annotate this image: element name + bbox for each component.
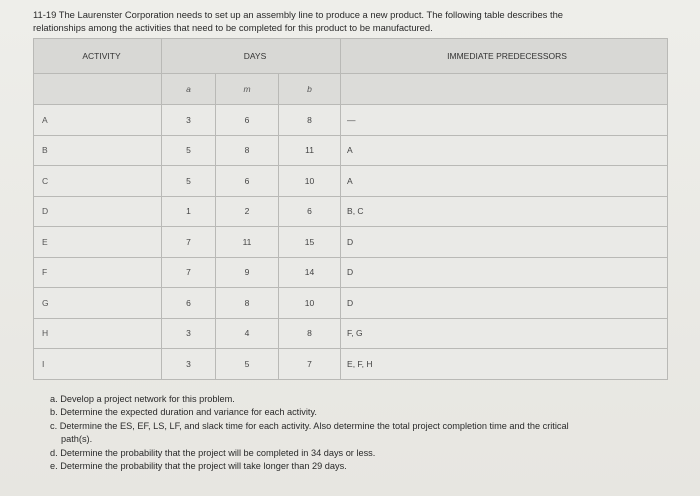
question-list (50, 393, 670, 473)
m-cell: 9 (216, 257, 279, 288)
table-row (34, 257, 668, 288)
predecessors-header: IMMEDIATE PREDECESSORS (341, 39, 668, 74)
m-cell: 4 (216, 318, 279, 349)
pessimistic-time-header: b (279, 74, 341, 105)
optimistic-time-header: a (162, 74, 216, 105)
question-e: e. Determine the probability that the project will take longer than 29 days. (50, 461, 347, 472)
activity-cell: G (34, 288, 162, 319)
b-cell: 8 (279, 105, 341, 136)
predecessor-cell: B, C (341, 196, 668, 227)
a-cell: 3 (162, 318, 216, 349)
predecessor-cell: A (341, 135, 668, 166)
table-row (34, 105, 668, 136)
empty-subheader-cell (34, 74, 162, 105)
a-cell: 1 (162, 196, 216, 227)
a-cell: 7 (162, 257, 216, 288)
activity-cell: A (34, 105, 162, 136)
predecessor-cell: D (341, 257, 668, 288)
table-row (34, 166, 668, 197)
table-header-row (34, 39, 668, 74)
question-c-continued: path(s). (61, 434, 93, 445)
b-cell: 7 (279, 349, 341, 380)
b-cell: 11 (279, 135, 341, 166)
table-row (34, 196, 668, 227)
activity-cell: D (34, 196, 162, 227)
m-cell: 11 (216, 227, 279, 258)
m-cell: 6 (216, 105, 279, 136)
m-cell: 2 (216, 196, 279, 227)
m-cell: 6 (216, 166, 279, 197)
empty-subheader-cell (341, 74, 668, 105)
activity-table (33, 38, 668, 380)
table-row (34, 349, 668, 380)
question-c: c. Determine the ES, EF, LS, LF, and slack time for each activity. Also determine the total project completion time and the critical (50, 420, 569, 431)
question-a: a. Develop a project network for this problem. (50, 394, 235, 404)
question-b: b. Determine the expected duration and variance for each activity. (50, 407, 317, 418)
problem-statement (33, 8, 673, 34)
a-cell: 3 (162, 349, 216, 380)
table-row (34, 288, 668, 319)
a-cell: 6 (162, 288, 216, 319)
predecessor-cell: D (341, 288, 668, 319)
activity-cell: I (34, 349, 162, 380)
m-cell: 8 (216, 288, 279, 319)
activity-cell: B (34, 135, 162, 166)
table-row (34, 227, 668, 258)
a-cell: 7 (162, 227, 216, 258)
intro-line-2: relationships among the activities that need to be completed for this product to be manufactured. (33, 22, 433, 33)
b-cell: 14 (279, 257, 341, 288)
m-cell: 8 (216, 135, 279, 166)
intro-line-1: 11-19 The Laurenster Corporation needs to set up an assembly line to produce a new product. The following table describes the (33, 9, 564, 20)
b-cell: 6 (279, 196, 341, 227)
activity-cell: H (34, 318, 162, 349)
b-cell: 10 (279, 166, 341, 197)
activity-header: ACTIVITY (34, 39, 162, 74)
predecessor-cell: D (341, 227, 668, 258)
activity-cell: E (34, 227, 162, 258)
b-cell: 8 (279, 318, 341, 349)
a-cell: 5 (162, 166, 216, 197)
most-likely-time-header: m (216, 74, 279, 105)
predecessor-cell: — (341, 105, 668, 136)
b-cell: 10 (279, 288, 341, 319)
m-cell: 5 (216, 349, 279, 380)
question-d: d. Determine the probability that the project will be completed in 34 days or less. (50, 447, 376, 458)
predecessor-cell: A (341, 166, 668, 197)
table-row (34, 318, 668, 349)
a-cell: 5 (162, 135, 216, 166)
activity-cell: C (34, 166, 162, 197)
a-cell: 3 (162, 105, 216, 136)
table-subheader-row (34, 74, 668, 105)
activity-cell: F (34, 257, 162, 288)
days-header: DAYS (162, 39, 341, 74)
predecessor-cell: F, G (341, 318, 668, 349)
table-row (34, 135, 668, 166)
b-cell: 15 (279, 227, 341, 258)
predecessor-cell: E, F, H (341, 349, 668, 380)
